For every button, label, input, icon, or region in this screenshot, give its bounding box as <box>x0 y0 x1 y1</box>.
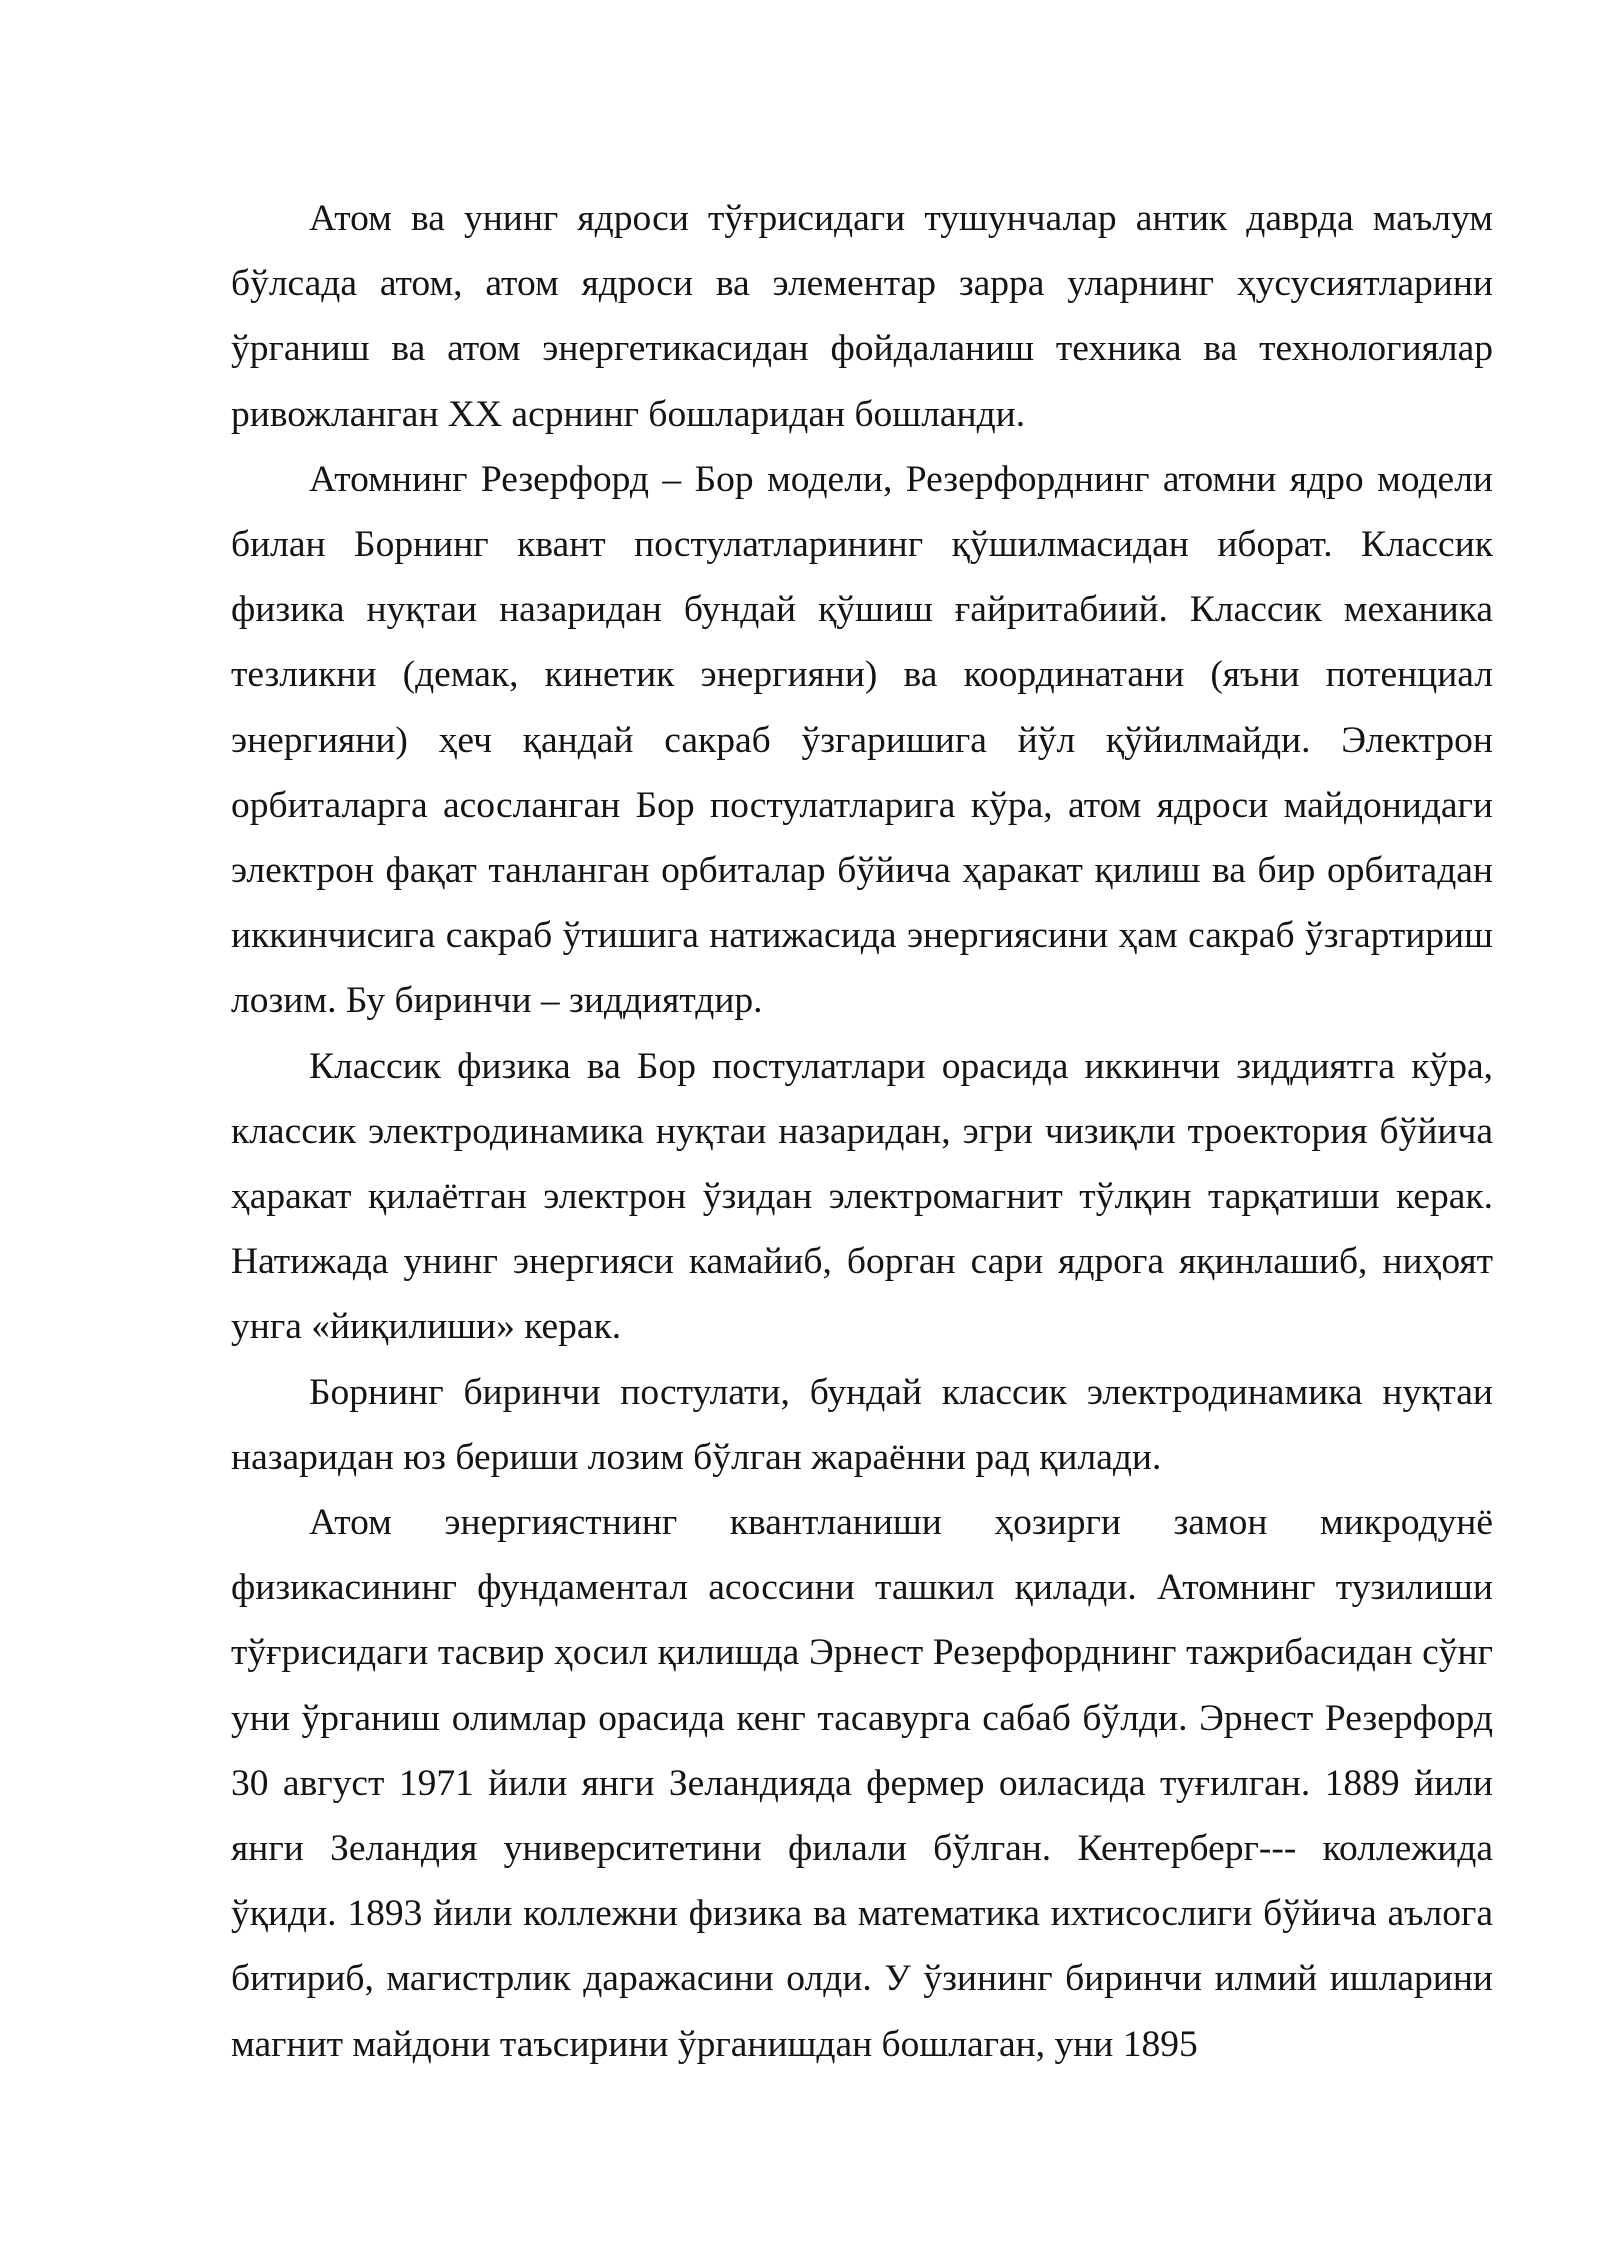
document-body <box>231 186 1493 2077</box>
paragraph-5: Атом энергиястнинг квантланиши ҳозирги замон микродунё физикасининг фундаментал асоссини ташкил қилади. Атомнинг тузилиши тўғрисидаги тасвир ҳосил қилишда Эрнест Резерфорднинг тажрибасидан сўнг уни ўрганиш олимлар орасида кенг тасавурга сабаб бўлди. Эрнест Резерфорд 30 август 1971 йили янги Зеландияда фермер оиласида туғилган. 1889 йили янги Зеландия университетини филали бўлган. Кентерберг--- коллежида ўқиди. 1893 йили коллежни физика ва математика ихтисослиги бўйича аълога битириб, магистрлик даражасини олди. У ўзининг биринчи илмий ишларини магнит майдони таъсирини ўрганишдан бошлаган, уни 1895 <box>231 1502 1493 2065</box>
paragraph-4: Борнинг биринчи постулати, бундай классик электродинамика нуқтаи назаридан юз бериши лозим бўлган жараённи рад қилади. <box>231 1371 1493 1478</box>
paragraph-1: Атом ва унинг ядроси тўғрисидаги тушунчалар антик даврда маълум бўлсада атом, атом ядроси ва элементар зарра уларнинг ҳусусиятларини ўрганиш ва атом энергетикасидан фойдаланиш техника ва технологиялар ривожланган XX асрнинг бошларидан бошланди. <box>231 198 1493 435</box>
paragraph-2: Атомнинг Резерфорд – Бор модели, Резерфорднинг атомни ядро модели билан Борнинг квант постулатларининг қўшилмасидан иборат. Классик физика нуқтаи назаридан бундай қўшиш ғайритабиий. Классик механика тезликни (демак, кинетик энергияни) ва координатани (яъни потенциал энергияни) ҳеч қандай сакраб ўзгаришига йўл қўйилмайди. Электрон орбиталарга асосланган Бор постулатларига кўра, атом ядроси майдонидаги электрон фақат танланган орбиталар бўйича ҳаракат қилиш ва бир орбитадан иккинчисига сакраб ўтишига натижасида энергиясини ҳам сакраб ўзгартириш лозим. Бу биринчи – зиддиятдир. <box>231 458 1493 1022</box>
paragraph-3: Классик физика ва Бор постулатлари орасида иккинчи зиддиятга кўра, классик электродинамика нуқтаи назаридан, эгри чизиқли троектория бўйича ҳаракат қилаётган электрон ўзидан электромагнит тўлқин тарқатиши керак. Натижада унинг энергияси камайиб, борган сари ядрога яқинлашиб, ниҳоят унга «йиқилиши» керак. <box>231 1045 1493 1348</box>
